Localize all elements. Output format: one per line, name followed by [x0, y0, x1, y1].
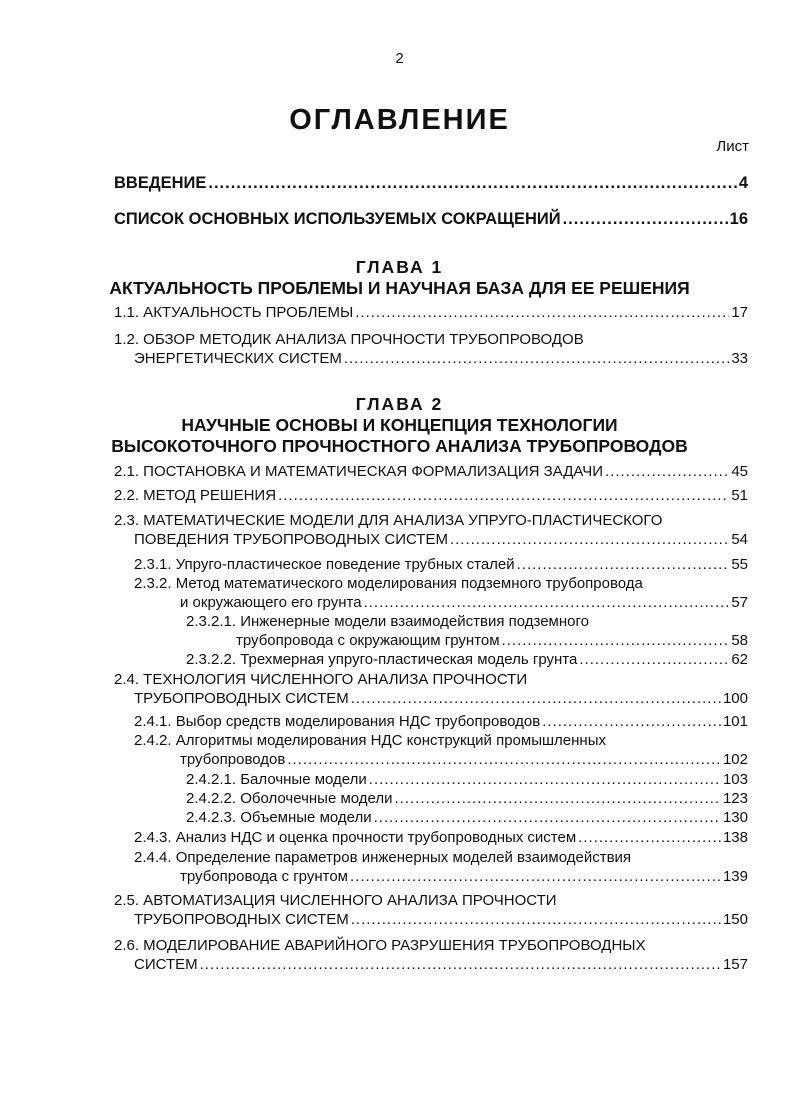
- toc-leader-dots: [351, 689, 721, 708]
- toc-entry-text: и окружающего его грунта: [180, 594, 362, 611]
- toc-entry-2-4-1[interactable]: [114, 712, 748, 731]
- toc-leader-dots: [351, 910, 721, 929]
- toc-entry-text: ТРУБОПРОВОДНЫХ СИСТЕМ: [134, 911, 349, 928]
- toc-leader-dots: [287, 750, 721, 769]
- toc-entry-2-4-2-3[interactable]: [114, 808, 748, 827]
- page-number: 2: [395, 50, 404, 67]
- toc-entry-text: ПОВЕДЕНИЯ ТРУБОПРОВОДНЫХ СИСТЕМ: [134, 531, 448, 548]
- toc-entry-page: 58: [731, 632, 748, 649]
- toc-entry-2-4-4[interactable]: [114, 849, 748, 886]
- toc-entry-1-2[interactable]: [114, 331, 748, 368]
- toc-entry-page: 103: [722, 771, 748, 788]
- chapter-1-number: ГЛАВА 1: [355, 257, 444, 277]
- toc-leader-dots: [395, 789, 721, 808]
- chapter-2-title-line-1: НАУЧНЫЕ ОСНОВЫ И КОНЦЕПЦИЯ ТЕХНОЛОГИИ: [181, 415, 618, 435]
- toc-entry-2-3[interactable]: [114, 512, 748, 549]
- toc-entry-text: 2.2. МЕТОД РЕШЕНИЯ: [114, 487, 277, 504]
- toc-leader-dots: [563, 210, 728, 229]
- toc-entry-text: трубопровода с окружающим грунтом: [236, 632, 500, 649]
- toc-entry-2-4[interactable]: [114, 671, 748, 708]
- toc-leader-dots: [578, 828, 721, 847]
- toc-entry-text: ВВЕДЕНИЕ: [114, 174, 207, 192]
- toc-leader-dots: [208, 174, 736, 193]
- toc-entry-page: 62: [731, 651, 748, 668]
- toc-entry-first-line: 2.5. АВТОМАТИЗАЦИЯ ЧИСЛЕННОГО АНАЛИЗА ПРОЧНОСТИ: [114, 892, 557, 909]
- toc-entry-2-6[interactable]: [114, 937, 748, 974]
- toc-entry-2-4-2-2[interactable]: [114, 789, 748, 808]
- toc-entry-first-line: 2.4.2. Алгоритмы моделирования НДС конструкций промышленных: [134, 732, 606, 749]
- chapter-1-title: АКТУАЛЬНОСТЬ ПРОБЛЕМЫ И НАУЧНАЯ БАЗА ДЛЯ ЕЕ РЕШЕНИЯ: [109, 278, 690, 298]
- toc-entry-page: 16: [729, 210, 748, 228]
- toc-leader-dots: [450, 530, 729, 549]
- toc-entry-first-line: 2.4. ТЕХНОЛОГИЯ ЧИСЛЕННОГО АНАЛИЗА ПРОЧНОСТИ: [114, 671, 528, 688]
- toc-entry-text: 2.4.2.2. Оболочечные модели: [186, 790, 393, 807]
- toc-entry-page: 4: [738, 174, 748, 192]
- toc-leader-dots: [355, 303, 729, 322]
- sheet-column-label: Лист: [716, 138, 749, 155]
- toc-entry-page: 102: [722, 751, 748, 768]
- toc-entry-first-line: 2.4.4. Определение параметров инженерных моделей взаимодействия: [134, 849, 632, 866]
- toc-entry-text: 2.4.3. Анализ НДС и оценка прочности трубопроводных систем: [134, 829, 577, 846]
- toc-entry-page: 45: [731, 463, 748, 480]
- toc-entry-2-3-1[interactable]: [114, 555, 748, 574]
- toc-entry-page: 33: [731, 350, 748, 367]
- toc-leader-dots: [364, 593, 730, 612]
- chapter-1-heading: [0, 257, 799, 299]
- toc-entry-text: 2.3.1. Упруго-пластическое поведение трубных сталей: [134, 556, 515, 573]
- chapter-2-heading: [0, 394, 799, 457]
- toc-entry-page: 130: [722, 809, 748, 826]
- toc-entry-text: 1.1. АКТУАЛЬНОСТЬ ПРОБЛЕМЫ: [114, 304, 354, 321]
- toc-entry-page: 138: [722, 829, 748, 846]
- toc-entry-2-5[interactable]: [114, 892, 748, 929]
- toc-entry-page: 57: [731, 594, 748, 611]
- toc-entry-page: 101: [722, 713, 748, 730]
- toc-entry-page: 157: [722, 956, 748, 973]
- toc-entry-text: ТРУБОПРОВОДНЫХ СИСТЕМ: [134, 690, 349, 707]
- toc-entry-2-4-3[interactable]: [114, 828, 748, 847]
- toc-entry-page: 17: [731, 304, 748, 321]
- toc-leader-dots: [369, 770, 721, 789]
- toc-entry-first-line: 1.2. ОБЗОР МЕТОДИК АНАЛИЗА ПРОЧНОСТИ ТРУБОПРОВОДОВ: [114, 331, 584, 348]
- toc-leader-dots: [344, 349, 729, 368]
- toc-leader-dots: [278, 486, 729, 505]
- toc-entry-page: 150: [722, 911, 748, 928]
- toc-leader-dots: [200, 955, 721, 974]
- toc-entry-2-1[interactable]: [114, 462, 748, 481]
- toc-entry-2-4-2[interactable]: [114, 732, 748, 769]
- toc-entry-introduction[interactable]: [114, 174, 748, 193]
- toc-entry-text: 2.4.2.1. Балочные модели: [186, 771, 367, 788]
- toc-entry-2-3-2[interactable]: [114, 575, 748, 612]
- toc-entry-2-4-2-1[interactable]: [114, 770, 748, 789]
- toc-entry-text: СИСТЕМ: [134, 956, 198, 973]
- chapter-2-number: ГЛАВА 2: [355, 394, 444, 414]
- toc-leader-dots: [350, 867, 721, 886]
- toc-entry-text: трубопровода с грунтом: [180, 868, 348, 885]
- toc-entry-text: 2.3.2.2. Трехмерная упруго-пластическая модель грунта: [186, 651, 578, 668]
- toc-leader-dots: [374, 808, 721, 827]
- toc-entry-first-line: 2.3.2.1. Инженерные модели взаимодействия подземного: [186, 613, 589, 630]
- toc-entry-page: 123: [722, 790, 748, 807]
- toc-entry-text: трубопроводов: [180, 751, 286, 768]
- toc-leader-dots: [517, 555, 730, 574]
- toc-entry-1-1[interactable]: [114, 303, 748, 322]
- toc-entry-page: 139: [722, 868, 748, 885]
- toc-entry-text: 2.4.1. Выбор средств моделирования НДС трубопроводов: [134, 713, 541, 730]
- toc-entry-page: 100: [722, 690, 748, 707]
- toc-entry-first-line: 2.3.2. Метод математического моделирования подземного трубопровода: [134, 575, 643, 592]
- toc-entry-2-3-2-1[interactable]: [114, 613, 748, 650]
- toc-entry-page: 51: [731, 487, 748, 504]
- toc-entry-abbreviations[interactable]: [114, 210, 748, 229]
- toc-leader-dots: [502, 631, 730, 650]
- toc-entry-text: СПИСОК ОСНОВНЫХ ИСПОЛЬЗУЕМЫХ СОКРАЩЕНИЙ: [114, 210, 561, 228]
- toc-entry-page: 54: [731, 531, 748, 548]
- toc-entry-first-line: 2.6. МОДЕЛИРОВАНИЕ АВАРИЙНОГО РАЗРУШЕНИЯ ТРУБОПРОВОДНЫХ: [114, 937, 646, 954]
- toc-entry-page: 55: [731, 556, 748, 573]
- toc-entry-text: 2.4.2.3. Объемные модели: [186, 809, 372, 826]
- toc-entry-text: 2.1. ПОСТАНОВКА И МАТЕМАТИЧЕСКАЯ ФОРМАЛИЗАЦИЯ ЗАДАЧИ: [114, 463, 603, 480]
- toc-entry-first-line: 2.3. МАТЕМАТИЧЕСКИЕ МОДЕЛИ ДЛЯ АНАЛИЗА УПРУГО-ПЛАСТИЧЕСКОГО: [114, 512, 663, 529]
- toc-entry-2-2[interactable]: [114, 486, 748, 505]
- toc-leader-dots: [579, 650, 729, 669]
- toc-leader-dots: [542, 712, 721, 731]
- chapter-2-title-line-2: ВЫСОКОТОЧНОГО ПРОЧНОСТНОГО АНАЛИЗА ТРУБОПРОВОДОВ: [111, 436, 688, 456]
- document-title: ОГЛАВЛЕНИЕ: [289, 104, 510, 136]
- toc-leader-dots: [605, 462, 729, 481]
- toc-entry-2-3-2-2[interactable]: [114, 650, 748, 669]
- toc-entry-text: ЭНЕРГЕТИЧЕСКИХ СИСТЕМ: [134, 350, 342, 367]
